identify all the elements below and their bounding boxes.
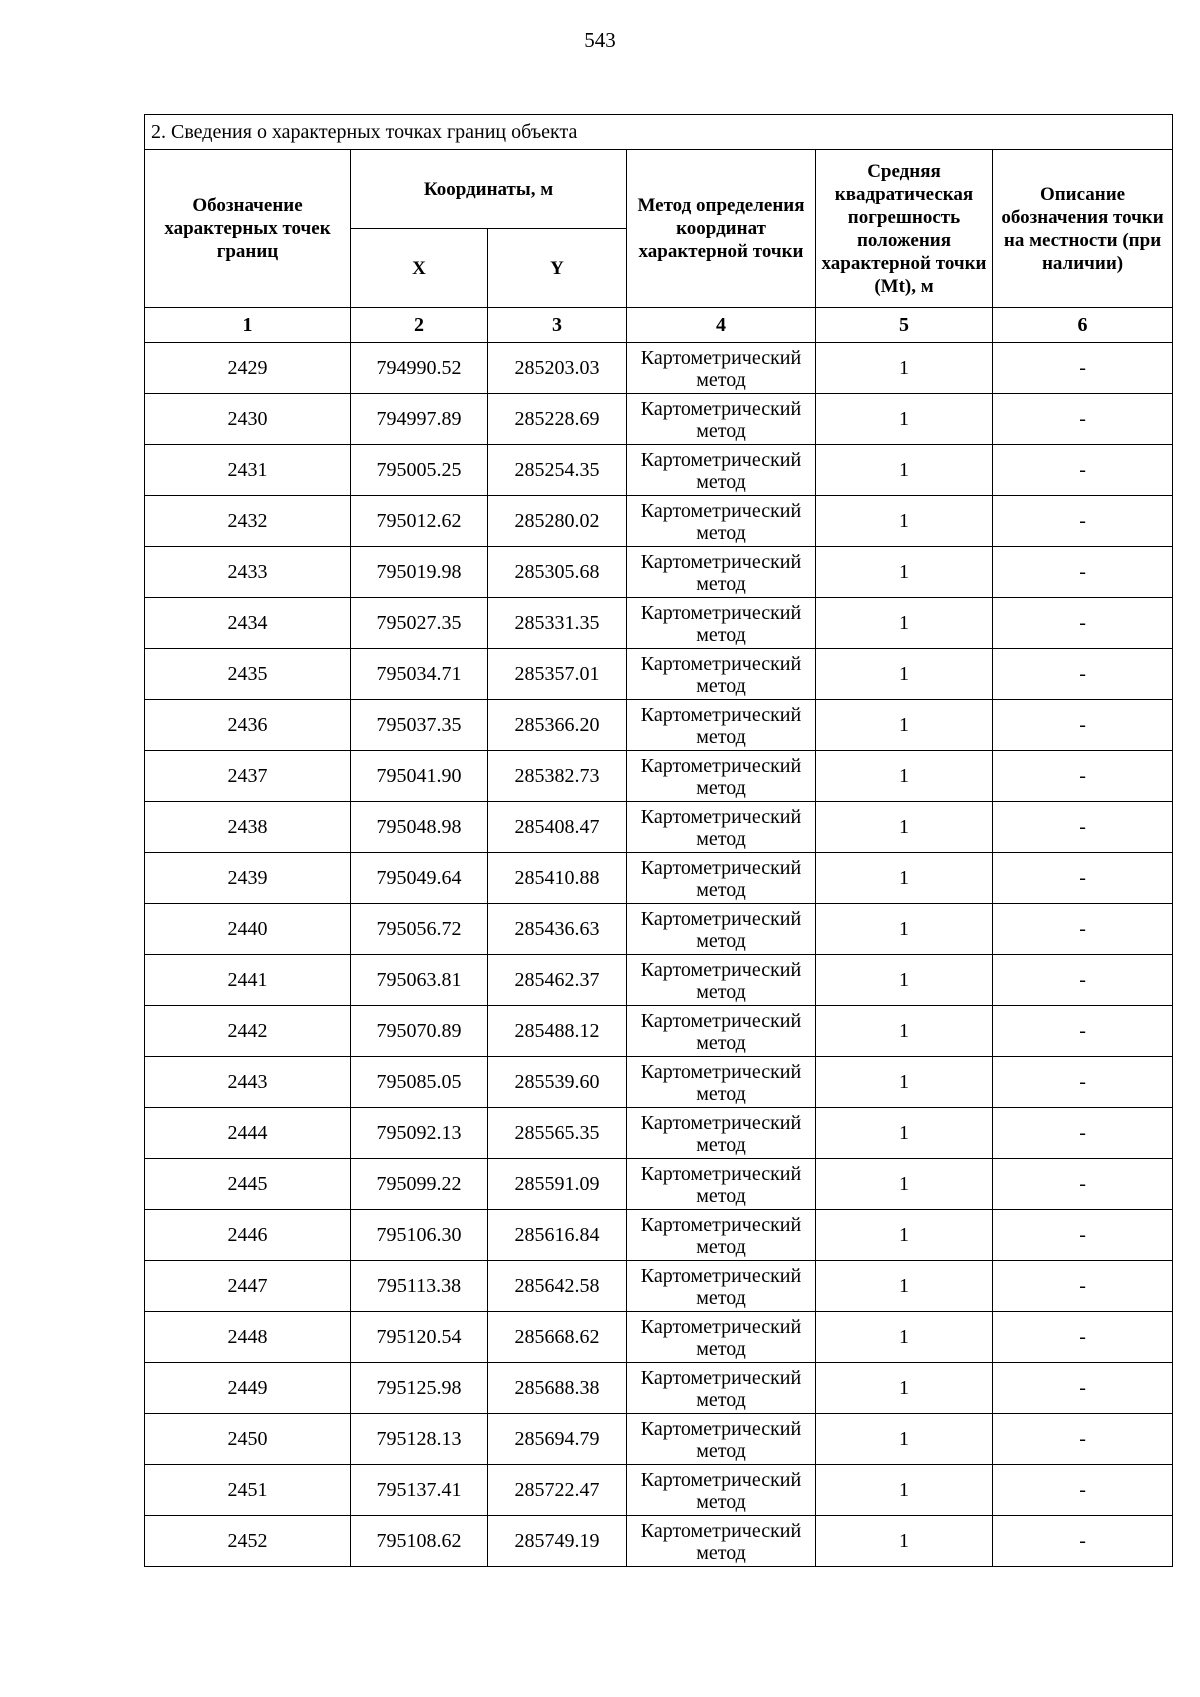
method-cell bbox=[627, 1516, 816, 1567]
method-cell bbox=[627, 547, 816, 598]
column-number: 6 bbox=[993, 308, 1173, 343]
description-cell: - bbox=[993, 1414, 1173, 1465]
x-coordinate-cell: 794997.89 bbox=[351, 394, 488, 445]
point-id-cell: 2434 bbox=[145, 598, 351, 649]
point-id-cell: 2447 bbox=[145, 1261, 351, 1312]
table-row bbox=[145, 598, 1173, 649]
table-row bbox=[145, 1465, 1173, 1516]
point-id-cell: 2443 bbox=[145, 1057, 351, 1108]
point-id-cell: 2442 bbox=[145, 1006, 351, 1057]
x-coordinate-cell: 795092.13 bbox=[351, 1108, 488, 1159]
method-cell bbox=[627, 853, 816, 904]
description-cell: - bbox=[993, 1006, 1173, 1057]
description-cell: - bbox=[993, 1261, 1173, 1312]
y-coordinate-cell: 285331.35 bbox=[488, 598, 627, 649]
y-coordinate-cell: 285436.63 bbox=[488, 904, 627, 955]
point-id-cell: 2450 bbox=[145, 1414, 351, 1465]
method-line-2: метод bbox=[696, 1541, 746, 1564]
method-line-2: метод bbox=[696, 623, 746, 646]
method-line-2: метод bbox=[696, 419, 746, 442]
table-row bbox=[145, 547, 1173, 598]
method-line-1: Картометрический bbox=[640, 1519, 802, 1542]
y-coordinate-cell: 285366.20 bbox=[488, 700, 627, 751]
description-cell: - bbox=[993, 649, 1173, 700]
y-coordinate-cell: 285408.47 bbox=[488, 802, 627, 853]
method-line-1: Картометрический bbox=[640, 601, 802, 624]
point-id-cell: 2430 bbox=[145, 394, 351, 445]
method-line-2: метод bbox=[696, 1082, 746, 1105]
method-line-1: Картометрический bbox=[640, 448, 802, 471]
table-row bbox=[145, 1414, 1173, 1465]
y-coordinate-cell: 285254.35 bbox=[488, 445, 627, 496]
section-title: 2. Сведения о характерных точках границ объекта bbox=[145, 115, 1173, 150]
x-coordinate-cell: 795128.13 bbox=[351, 1414, 488, 1465]
table-row bbox=[145, 853, 1173, 904]
method-cell bbox=[627, 598, 816, 649]
method-line-2: метод bbox=[696, 1286, 746, 1309]
mean-error-cell: 1 bbox=[816, 1414, 993, 1465]
page-number: 543 bbox=[584, 28, 616, 52]
method-line-1: Картометрический bbox=[640, 1162, 802, 1185]
x-coordinate-cell: 795099.22 bbox=[351, 1159, 488, 1210]
method-cell bbox=[627, 1159, 816, 1210]
method-line-1: Картометрический bbox=[640, 499, 802, 522]
description-cell: - bbox=[993, 394, 1173, 445]
description-cell: - bbox=[993, 496, 1173, 547]
boundary-points-table bbox=[144, 114, 1173, 1567]
method-line-2: метод bbox=[696, 1490, 746, 1513]
description-cell: - bbox=[993, 1363, 1173, 1414]
mean-error-cell: 1 bbox=[816, 1312, 993, 1363]
x-coordinate-cell: 795108.62 bbox=[351, 1516, 488, 1567]
point-id-cell: 2444 bbox=[145, 1108, 351, 1159]
y-coordinate-cell: 285305.68 bbox=[488, 547, 627, 598]
x-coordinate-cell: 795049.64 bbox=[351, 853, 488, 904]
y-coordinate-cell: 285688.38 bbox=[488, 1363, 627, 1414]
x-coordinate-cell: 795063.81 bbox=[351, 955, 488, 1006]
header-method: Метод определения координат характерной точки bbox=[627, 150, 816, 308]
mean-error-cell: 1 bbox=[816, 751, 993, 802]
table-row bbox=[145, 1210, 1173, 1261]
method-line-2: метод bbox=[696, 1031, 746, 1054]
point-id-cell: 2445 bbox=[145, 1159, 351, 1210]
method-line-2: метод bbox=[696, 470, 746, 493]
method-line-2: метод bbox=[696, 368, 746, 391]
method-line-2: метод bbox=[696, 827, 746, 850]
x-coordinate-cell: 795041.90 bbox=[351, 751, 488, 802]
method-line-1: Картометрический bbox=[640, 346, 802, 369]
method-cell bbox=[627, 343, 816, 394]
header-description: Описание обозначения точки на местности (при наличии) bbox=[993, 150, 1173, 308]
method-cell bbox=[627, 1057, 816, 1108]
mean-error-cell: 1 bbox=[816, 649, 993, 700]
point-id-cell: 2433 bbox=[145, 547, 351, 598]
point-id-cell: 2451 bbox=[145, 1465, 351, 1516]
table-row bbox=[145, 445, 1173, 496]
point-id-cell: 2431 bbox=[145, 445, 351, 496]
x-coordinate-cell: 795056.72 bbox=[351, 904, 488, 955]
mean-error-cell: 1 bbox=[816, 1159, 993, 1210]
method-line-2: метод bbox=[696, 572, 746, 595]
description-cell: - bbox=[993, 445, 1173, 496]
x-coordinate-cell: 795070.89 bbox=[351, 1006, 488, 1057]
table-row bbox=[145, 1159, 1173, 1210]
table-row bbox=[145, 904, 1173, 955]
table-row bbox=[145, 1108, 1173, 1159]
x-coordinate-cell: 795005.25 bbox=[351, 445, 488, 496]
y-coordinate-cell: 285228.69 bbox=[488, 394, 627, 445]
method-line-1: Картометрический bbox=[640, 907, 802, 930]
table-row bbox=[145, 955, 1173, 1006]
method-line-2: метод bbox=[696, 1337, 746, 1360]
y-coordinate-cell: 285616.84 bbox=[488, 1210, 627, 1261]
header-mean-error: Средняя квадратическая погрешность положения характерной точки (Mt), м bbox=[816, 150, 993, 308]
mean-error-cell: 1 bbox=[816, 802, 993, 853]
description-cell: - bbox=[993, 1108, 1173, 1159]
table-row bbox=[145, 802, 1173, 853]
header-x: X bbox=[351, 229, 488, 308]
column-number-row bbox=[145, 308, 1173, 343]
y-coordinate-cell: 285357.01 bbox=[488, 649, 627, 700]
header-coordinates: Координаты, м bbox=[351, 150, 627, 229]
point-id-cell: 2436 bbox=[145, 700, 351, 751]
method-line-1: Картометрический bbox=[640, 550, 802, 573]
x-coordinate-cell: 795125.98 bbox=[351, 1363, 488, 1414]
point-id-cell: 2438 bbox=[145, 802, 351, 853]
method-line-1: Картометрический bbox=[640, 1417, 802, 1440]
method-line-1: Картометрический bbox=[640, 397, 802, 420]
x-coordinate-cell: 795048.98 bbox=[351, 802, 488, 853]
method-line-2: метод bbox=[696, 878, 746, 901]
mean-error-cell: 1 bbox=[816, 955, 993, 1006]
method-cell bbox=[627, 1414, 816, 1465]
method-cell bbox=[627, 802, 816, 853]
mean-error-cell: 1 bbox=[816, 547, 993, 598]
method-line-2: метод bbox=[696, 1439, 746, 1462]
y-coordinate-cell: 285280.02 bbox=[488, 496, 627, 547]
description-cell: - bbox=[993, 1465, 1173, 1516]
point-id-cell: 2452 bbox=[145, 1516, 351, 1567]
method-cell bbox=[627, 496, 816, 547]
method-line-2: метод bbox=[696, 1184, 746, 1207]
mean-error-cell: 1 bbox=[816, 598, 993, 649]
method-cell bbox=[627, 1210, 816, 1261]
header-point-designation: Обозначение характерных точек границ bbox=[145, 150, 351, 308]
column-number: 4 bbox=[627, 308, 816, 343]
y-coordinate-cell: 285642.58 bbox=[488, 1261, 627, 1312]
x-coordinate-cell: 795019.98 bbox=[351, 547, 488, 598]
mean-error-cell: 1 bbox=[816, 445, 993, 496]
method-cell bbox=[627, 955, 816, 1006]
table-row bbox=[145, 1006, 1173, 1057]
point-id-cell: 2449 bbox=[145, 1363, 351, 1414]
method-line-2: метод bbox=[696, 674, 746, 697]
method-line-2: метод bbox=[696, 980, 746, 1003]
method-line-1: Картометрический bbox=[640, 652, 802, 675]
method-line-1: Картометрический bbox=[640, 754, 802, 777]
method-line-1: Картометрический bbox=[640, 1009, 802, 1032]
y-coordinate-cell: 285488.12 bbox=[488, 1006, 627, 1057]
y-coordinate-cell: 285462.37 bbox=[488, 955, 627, 1006]
mean-error-cell: 1 bbox=[816, 700, 993, 751]
method-line-1: Картометрический bbox=[640, 1315, 802, 1338]
method-line-1: Картометрический bbox=[640, 1111, 802, 1134]
table-row bbox=[145, 394, 1173, 445]
method-line-2: метод bbox=[696, 1133, 746, 1156]
method-line-2: метод bbox=[696, 1388, 746, 1411]
mean-error-cell: 1 bbox=[816, 1465, 993, 1516]
method-line-1: Картометрический bbox=[640, 1060, 802, 1083]
mean-error-cell: 1 bbox=[816, 1516, 993, 1567]
method-cell bbox=[627, 1363, 816, 1414]
point-id-cell: 2448 bbox=[145, 1312, 351, 1363]
column-number: 5 bbox=[816, 308, 993, 343]
y-coordinate-cell: 285749.19 bbox=[488, 1516, 627, 1567]
x-coordinate-cell: 795037.35 bbox=[351, 700, 488, 751]
method-line-1: Картометрический bbox=[640, 1213, 802, 1236]
x-coordinate-cell: 795034.71 bbox=[351, 649, 488, 700]
method-cell bbox=[627, 1465, 816, 1516]
y-coordinate-cell: 285591.09 bbox=[488, 1159, 627, 1210]
y-coordinate-cell: 285203.03 bbox=[488, 343, 627, 394]
mean-error-cell: 1 bbox=[816, 343, 993, 394]
method-line-1: Картометрический bbox=[640, 856, 802, 879]
header-y: Y bbox=[488, 229, 627, 308]
description-cell: - bbox=[993, 598, 1173, 649]
mean-error-cell: 1 bbox=[816, 904, 993, 955]
point-id-cell: 2439 bbox=[145, 853, 351, 904]
description-cell: - bbox=[993, 700, 1173, 751]
method-line-2: метод bbox=[696, 725, 746, 748]
description-cell: - bbox=[993, 904, 1173, 955]
description-cell: - bbox=[993, 751, 1173, 802]
header-row bbox=[145, 150, 1173, 229]
method-cell bbox=[627, 394, 816, 445]
method-cell bbox=[627, 1108, 816, 1159]
method-line-2: метод bbox=[696, 521, 746, 544]
table-row bbox=[145, 751, 1173, 802]
x-coordinate-cell: 795012.62 bbox=[351, 496, 488, 547]
x-coordinate-cell: 795113.38 bbox=[351, 1261, 488, 1312]
column-number: 1 bbox=[145, 308, 351, 343]
y-coordinate-cell: 285668.62 bbox=[488, 1312, 627, 1363]
mean-error-cell: 1 bbox=[816, 1108, 993, 1159]
table-row bbox=[145, 1312, 1173, 1363]
method-line-1: Картометрический bbox=[640, 958, 802, 981]
method-cell bbox=[627, 904, 816, 955]
x-coordinate-cell: 795085.05 bbox=[351, 1057, 488, 1108]
mean-error-cell: 1 bbox=[816, 1261, 993, 1312]
mean-error-cell: 1 bbox=[816, 1057, 993, 1108]
y-coordinate-cell: 285694.79 bbox=[488, 1414, 627, 1465]
point-id-cell: 2432 bbox=[145, 496, 351, 547]
y-coordinate-cell: 285722.47 bbox=[488, 1465, 627, 1516]
description-cell: - bbox=[993, 1516, 1173, 1567]
method-line-1: Картометрический bbox=[640, 1366, 802, 1389]
table-row bbox=[145, 700, 1173, 751]
y-coordinate-cell: 285565.35 bbox=[488, 1108, 627, 1159]
table-row bbox=[145, 1516, 1173, 1567]
description-cell: - bbox=[993, 1057, 1173, 1108]
mean-error-cell: 1 bbox=[816, 394, 993, 445]
x-coordinate-cell: 794990.52 bbox=[351, 343, 488, 394]
table-body bbox=[145, 343, 1173, 1567]
method-line-1: Картометрический bbox=[640, 1264, 802, 1287]
method-cell bbox=[627, 700, 816, 751]
method-cell bbox=[627, 1006, 816, 1057]
section-title-row bbox=[145, 115, 1173, 150]
description-cell: - bbox=[993, 955, 1173, 1006]
mean-error-cell: 1 bbox=[816, 1006, 993, 1057]
x-coordinate-cell: 795106.30 bbox=[351, 1210, 488, 1261]
method-line-2: метод bbox=[696, 929, 746, 952]
table-row bbox=[145, 496, 1173, 547]
y-coordinate-cell: 285382.73 bbox=[488, 751, 627, 802]
method-line-2: метод bbox=[696, 1235, 746, 1258]
method-line-2: метод bbox=[696, 776, 746, 799]
method-cell bbox=[627, 1261, 816, 1312]
column-number: 3 bbox=[488, 308, 627, 343]
method-cell bbox=[627, 1312, 816, 1363]
mean-error-cell: 1 bbox=[816, 1363, 993, 1414]
table-row bbox=[145, 1363, 1173, 1414]
mean-error-cell: 1 bbox=[816, 496, 993, 547]
table-row bbox=[145, 1057, 1173, 1108]
description-cell: - bbox=[993, 802, 1173, 853]
mean-error-cell: 1 bbox=[816, 1210, 993, 1261]
point-id-cell: 2441 bbox=[145, 955, 351, 1006]
y-coordinate-cell: 285539.60 bbox=[488, 1057, 627, 1108]
point-id-cell: 2435 bbox=[145, 649, 351, 700]
method-cell bbox=[627, 649, 816, 700]
table-row bbox=[145, 1261, 1173, 1312]
x-coordinate-cell: 795120.54 bbox=[351, 1312, 488, 1363]
mean-error-cell: 1 bbox=[816, 853, 993, 904]
description-cell: - bbox=[993, 1159, 1173, 1210]
point-id-cell: 2440 bbox=[145, 904, 351, 955]
column-number: 2 bbox=[351, 308, 488, 343]
x-coordinate-cell: 795027.35 bbox=[351, 598, 488, 649]
point-id-cell: 2429 bbox=[145, 343, 351, 394]
description-cell: - bbox=[993, 853, 1173, 904]
point-id-cell: 2437 bbox=[145, 751, 351, 802]
method-line-1: Картометрический bbox=[640, 805, 802, 828]
description-cell: - bbox=[993, 1210, 1173, 1261]
method-line-1: Картометрический bbox=[640, 1468, 802, 1491]
table-row bbox=[145, 649, 1173, 700]
x-coordinate-cell: 795137.41 bbox=[351, 1465, 488, 1516]
method-cell bbox=[627, 445, 816, 496]
point-id-cell: 2446 bbox=[145, 1210, 351, 1261]
method-cell bbox=[627, 751, 816, 802]
table-row bbox=[145, 343, 1173, 394]
method-line-1: Картометрический bbox=[640, 703, 802, 726]
description-cell: - bbox=[993, 1312, 1173, 1363]
y-coordinate-cell: 285410.88 bbox=[488, 853, 627, 904]
description-cell: - bbox=[993, 343, 1173, 394]
description-cell: - bbox=[993, 547, 1173, 598]
